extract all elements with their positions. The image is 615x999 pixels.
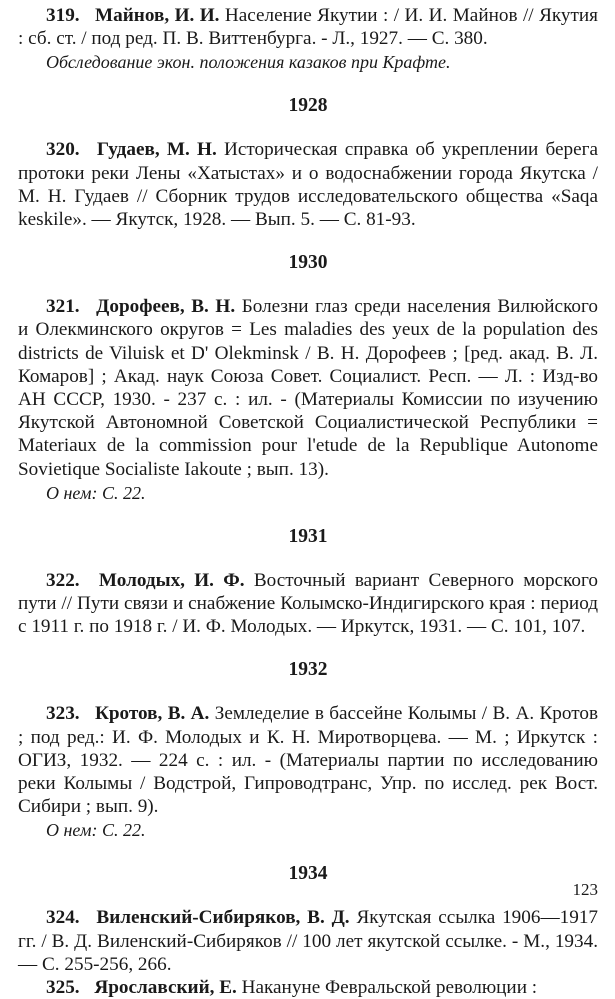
entry-author: Виленский-Сибиряков, В. Д.: [96, 907, 350, 929]
entry-text: Земледелие в бассейне Колымы / В. А. Кротов ; под ред.: И. Ф. Молодых и К. Н. Миротворцева. — М. ; Иркутск : ОГИЗ, 1932. — 224 с. : ил. - (Материалы партии по исследованию реки Колымы / Водстрой, Гипроводтранс, Упр. по исслед. рек Вост. Сибири ; вып. 9).: [18, 703, 599, 818]
entry-text: Накануне Февральской революции :: [241, 977, 538, 999]
year-heading: 1931: [288, 525, 328, 547]
entry-number: 325.: [46, 977, 80, 999]
entry-321: [18, 295, 598, 481]
entry-note: О нем: С. 22.: [46, 482, 146, 503]
entry-author: Ярославский, Е.: [94, 977, 237, 999]
year-heading: 1930: [288, 252, 328, 274]
entry-324: [18, 906, 598, 976]
entry-number: 323.: [46, 703, 80, 725]
page-number: 123: [572, 880, 598, 899]
year-heading: 1928: [288, 95, 328, 117]
entry-author: Дорофеев, В. Н.: [96, 296, 236, 318]
entry-320: [18, 138, 598, 231]
entry-author: Кротов, В. А.: [94, 703, 210, 725]
entry-text: Восточный вариант Северного морского пути // Пути связи и снабжение Колымско-Индигирского края : период с 1911 г. по 1918 г. / И. Ф. Молодых. — Иркутск, 1931. — С. 101, 107.: [18, 569, 598, 638]
entry-author: Гудаев, М. Н.: [96, 139, 217, 161]
entry-number: 322.: [46, 569, 80, 591]
entry-author: Майнов, И. И.: [95, 5, 220, 26]
entry-text: Историческая справка об укреплении берега протоки реки Лены «Хатыстах» и о водоснабжении города Якутска / М. Н. Гудаев // Сборник трудов исследовательского общества «Saqa keskile». — Якутск, 1928. — Вып. 5. — С. 81-93.: [18, 139, 598, 231]
bibliography-text: [18, 4, 598, 999]
entry-number: 324.: [46, 907, 80, 929]
entry-author: Молодых, И. Ф.: [98, 569, 245, 591]
entry-322: [18, 569, 598, 639]
year-heading: 1934: [288, 863, 328, 885]
entry-number: 320.: [46, 139, 80, 161]
entry-text: Якутская ссылка 1906—1917 гг. / В. Д. Виленский-Сибиряков // 100 лет якутской ссылке. - М., 1934. — С. 255-256, 266.: [18, 907, 599, 975]
entry-note: О нем: С. 22.: [46, 820, 146, 841]
entry-319: [18, 4, 598, 50]
entry-number: 321.: [46, 296, 80, 318]
entry-number: 319.: [46, 5, 80, 26]
entry-note: Обследование экон. положения казаков при Крафте.: [46, 52, 451, 73]
entry-323: [18, 702, 598, 818]
entry-text: Болезни глаз среди населения Вилюйского и Олекминского округов = Les maladies des yeux de la population des districts de Viluisk et D' Olekminsk / В. Н. Дорофеев ; [ред. акад. В. Л. Комаров] ; Акад. наук Союза Совет. Социалист. Респ. — Л. : Изд-во АН СССР, 1930. - 237 с. : ил. - (Материалы Комиссии по изучению Якутской Автономной Советской Социалистической Республики = Materiaux de la commission pour l'etude de la Republique Autonome Sovietique Socialiste Iakoute ; вып. 13).: [18, 296, 599, 480]
entry-325: [18, 976, 598, 999]
year-heading: 1932: [288, 659, 328, 681]
entry-text: Население Якутии : / И. И. Майнов // Якутия : сб. ст. / под ред. П. В. Виттенбурга. - Л., 1927. — С. 380.: [18, 5, 598, 50]
